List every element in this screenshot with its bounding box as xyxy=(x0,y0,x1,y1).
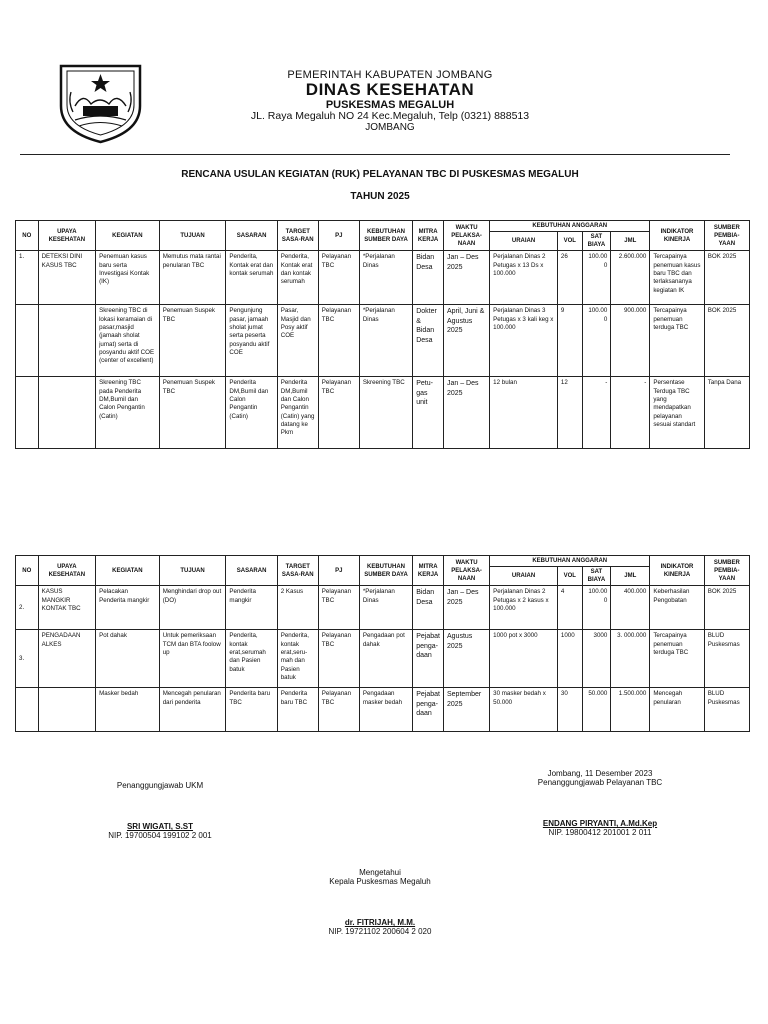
cell-jml: 1.500.000 xyxy=(611,688,650,732)
cell-pj: Pelayanan TBC xyxy=(318,377,359,449)
cell-no: 1. xyxy=(16,251,39,305)
cell-mitra: Bidan Desa xyxy=(413,586,444,630)
col-indikator: INDIKATOR KINERJA xyxy=(650,221,704,251)
header-city: JOMBANG xyxy=(365,122,415,133)
table-row xyxy=(16,630,750,688)
cell-sumber-daya: *Perjalanan Dinas xyxy=(359,251,412,305)
signature-center-role: Kepala Puskesmas Megaluh xyxy=(329,877,431,886)
cell-target: Penderita DM,Bumil dan Calon Pengantin (Catin) yang datang ke Pkm xyxy=(277,377,318,449)
cell-vol: 12 xyxy=(557,377,582,449)
cell-uraian: 1000 pot x 3000 xyxy=(490,630,558,688)
cell-kegiatan: Skreening TBC di lokasi keramaian di pasar,masjid (jamaah sholat jumat) serta di posyandu aktif COE (center of excellent) xyxy=(96,305,160,377)
signature-left-nip: NIP. 19700504 199102 2 001 xyxy=(108,831,212,840)
col-upaya: UPAYA KESEHATAN xyxy=(38,221,95,251)
cell-sasaran: Penderita baru TBC xyxy=(226,688,277,732)
cell-waktu: April, Juni & Agustus 2025 xyxy=(443,305,489,377)
cell-pj: Pelayanan TBC xyxy=(318,688,359,732)
col-target: TARGET SASA-RAN xyxy=(277,556,318,586)
cell-mitra: Pejabat penga-daan xyxy=(413,630,444,688)
cell-indikator: Persentase Terduga TBC yang mendapatkan pelayanan sesuai standart xyxy=(650,377,704,449)
signature-center-name: dr. FITRIJAH, M.M. xyxy=(344,918,416,927)
table-row xyxy=(16,305,750,377)
cell-sasaran: Pengunjung pasar, jamaah sholat jumat serta peserta posyandu aktif COE xyxy=(226,305,277,377)
col-vol: VOL xyxy=(557,232,582,251)
col-kegiatan: KEGIATAN xyxy=(96,556,160,586)
cell-waktu: Jan – Des 2025 xyxy=(443,377,489,449)
cell-no xyxy=(16,377,39,449)
cell-target: Penderita baru TBC xyxy=(277,688,318,732)
col-uraian: URAIAN xyxy=(490,232,558,251)
cell-jml: 900.000 xyxy=(611,305,650,377)
table-row xyxy=(16,251,750,305)
cell-kegiatan: Pelacakan Penderita mangkir xyxy=(96,586,160,630)
cell-sumber-biaya: Tanpa Dana xyxy=(704,377,749,449)
col-sumber-biaya: SUMBER PEMBIA-YAAN xyxy=(704,221,749,251)
cell-target: Penderita, Kontak erat dan kontak serumah xyxy=(277,251,318,305)
cell-sumber-biaya: BOK 2025 xyxy=(704,586,749,630)
col-pj: PJ xyxy=(318,221,359,251)
col-waktu: WAKTU PELAKSA-NAAN xyxy=(443,221,489,251)
signature-left xyxy=(80,781,240,840)
cell-tujuan: Untuk pemeriksaan TCM dan BTA foolow up xyxy=(159,630,226,688)
col-sasaran: SASARAN xyxy=(226,221,277,251)
header-government: PEMERINTAH KABUPATEN JOMBANG xyxy=(287,69,493,81)
cell-kegiatan: Penemuan kasus baru serta Investigasi Kontak (IK) xyxy=(96,251,160,305)
signature-right-date: Jombang, 11 Desember 2023 xyxy=(547,769,653,778)
cell-mitra: Dokter & Bidan Desa xyxy=(413,305,444,377)
ruk-table-2 xyxy=(15,555,750,732)
table-row xyxy=(16,688,750,732)
header-puskesmas: PUSKESMAS MEGALUH xyxy=(325,99,455,111)
cell-pj: Pelayanan TBC xyxy=(318,305,359,377)
col-jml: JML xyxy=(611,567,650,586)
table-row xyxy=(16,586,750,630)
col-waktu: WAKTU PELAKSA-NAAN xyxy=(443,556,489,586)
cell-upaya: PENGADAAN ALKES xyxy=(38,630,95,688)
header-divider xyxy=(20,154,730,155)
cell-no: 2. xyxy=(16,586,39,630)
col-tujuan: TUJUAN xyxy=(159,556,226,586)
cell-tujuan: Penemuan Suspek TBC xyxy=(159,305,226,377)
signature-center xyxy=(290,868,470,936)
col-sat-biaya: SAT BIAYA xyxy=(582,567,611,586)
col-mitra: MITRA KERJA xyxy=(413,556,444,586)
cell-uraian: 30 masker bedah x 50.000 xyxy=(490,688,558,732)
document-title: RENCANA USULAN KEGIATAN (RUK) PELAYANAN TBC DI PUSKESMAS MEGALUH xyxy=(181,169,579,180)
cell-no xyxy=(16,688,39,732)
col-anggaran: KEBUTUHAN ANGGARAN xyxy=(490,221,650,232)
cell-kegiatan: Pot dahak xyxy=(96,630,160,688)
col-no: NO xyxy=(16,556,39,586)
col-tujuan: TUJUAN xyxy=(159,221,226,251)
signature-left-name: SRI WIGATI, S.ST xyxy=(126,822,194,831)
cell-tujuan: Menghindari drop out (DO) xyxy=(159,586,226,630)
signature-right-nip: NIP. 19800412 201001 2 011 xyxy=(548,828,652,837)
cell-sat-biaya: 3000 xyxy=(582,630,611,688)
cell-mitra: Petu-gas unit xyxy=(413,377,444,449)
cell-kegiatan: Masker bedah xyxy=(96,688,160,732)
signature-right xyxy=(505,769,695,837)
cell-sumber-daya: *Perjalanan Dinas xyxy=(359,305,412,377)
cell-sat-biaya: 50.000 xyxy=(582,688,611,732)
col-sumber-daya: KEBUTUHAN SUMBER DAYA xyxy=(359,221,412,251)
cell-sumber-biaya: BLUD Puskesmas xyxy=(704,630,749,688)
cell-jml: 400.000 xyxy=(611,586,650,630)
ruk-table-1 xyxy=(15,220,750,449)
signature-left-role: Penanggungjawab UKM xyxy=(116,781,204,790)
cell-vol: 30 xyxy=(557,688,582,732)
col-sumber-biaya: SUMBER PEMBIA-YAAN xyxy=(704,556,749,586)
col-jml: JML xyxy=(611,232,650,251)
cell-sat-biaya: - xyxy=(582,377,611,449)
cell-pj: Pelayanan TBC xyxy=(318,630,359,688)
cell-upaya xyxy=(38,688,95,732)
col-vol: VOL xyxy=(557,567,582,586)
cell-jml: 2.600.000 xyxy=(611,251,650,305)
col-no: NO xyxy=(16,221,39,251)
cell-upaya: DETEKSI DINI KASUS TBC xyxy=(38,251,95,305)
cell-waktu: Jan – Des 2025 xyxy=(443,586,489,630)
cell-target: Pasar, Masjid dan Posy aktif COE xyxy=(277,305,318,377)
cell-upaya xyxy=(38,305,95,377)
cell-sasaran: Penderita, Kontak erat dan kontak serumah xyxy=(226,251,277,305)
cell-indikator: Tercapainya penemuan kasus baru TBC dan terlaksananya kegiatan IK xyxy=(650,251,704,305)
cell-waktu: Jan – Des 2025 xyxy=(443,251,489,305)
cell-uraian: 12 bulan xyxy=(490,377,558,449)
cell-sasaran: Penderita mangkir xyxy=(226,586,277,630)
cell-sumber-daya: Skreening TBC xyxy=(359,377,412,449)
cell-sasaran: Penderita DM,Bumil dan Calon Pengantin (Catin) xyxy=(226,377,277,449)
cell-sumber-biaya: BLUD Puskesmas xyxy=(704,688,749,732)
cell-vol: 9 xyxy=(557,305,582,377)
cell-sumber-daya: Pengadaan pot dahak xyxy=(359,630,412,688)
cell-tujuan: Memutus mata rantai penularan TBC xyxy=(159,251,226,305)
cell-upaya xyxy=(38,377,95,449)
col-pj: PJ xyxy=(318,556,359,586)
cell-sumber-daya: Pengadaan masker bedah xyxy=(359,688,412,732)
cell-pj: Pelayanan TBC xyxy=(318,586,359,630)
col-uraian: URAIAN xyxy=(490,567,558,586)
cell-sat-biaya: 100.00 0 xyxy=(582,251,611,305)
cell-indikator: Tercapainya penemuan terduga TBC xyxy=(650,305,704,377)
cell-target: 2 Kasus xyxy=(277,586,318,630)
cell-vol: 1000 xyxy=(557,630,582,688)
cell-no: 3. xyxy=(16,630,39,688)
cell-mitra: Bidan Desa xyxy=(413,251,444,305)
cell-mitra: Pejabat penga-daan xyxy=(413,688,444,732)
cell-waktu: Agustus 2025 xyxy=(443,630,489,688)
cell-indikator: Keberhasilan Pengobatan xyxy=(650,586,704,630)
cell-sumber-daya: *Perjalanan Dinas xyxy=(359,586,412,630)
cell-indikator: Mencegah penularan xyxy=(650,688,704,732)
cell-no xyxy=(16,305,39,377)
cell-kegiatan: Skreening TBC pada Penderita DM,Bumil dan Calon Pengantin (Catin) xyxy=(96,377,160,449)
kabupaten-emblem-logo xyxy=(53,62,148,144)
cell-jml: - xyxy=(611,377,650,449)
cell-sasaran: Penderita, kontak erat,serumah dan Pasien batuk xyxy=(226,630,277,688)
cell-pj: Pelayanan TBC xyxy=(318,251,359,305)
cell-target: Penderita, kontak erat,seru-mah dan Pasien batuk xyxy=(277,630,318,688)
table-row xyxy=(16,377,750,449)
cell-waktu: September 2025 xyxy=(443,688,489,732)
cell-tujuan: Mencegah penularan dari penderita xyxy=(159,688,226,732)
col-kegiatan: KEGIATAN xyxy=(96,221,160,251)
col-target: TARGET SASA-RAN xyxy=(277,221,318,251)
cell-sat-biaya: 100.000 xyxy=(582,305,611,377)
cell-tujuan: Penemuan Suspek TBC xyxy=(159,377,226,449)
col-anggaran: KEBUTUHAN ANGGARAN xyxy=(490,556,650,567)
col-indikator: INDIKATOR KINERJA xyxy=(650,556,704,586)
cell-jml: 3. 000.000 xyxy=(611,630,650,688)
signature-right-name: ENDANG PIRYANTI, A.Md.Kep xyxy=(542,819,658,828)
document-year: TAHUN 2025 xyxy=(350,191,410,202)
cell-sat-biaya: 100.000 xyxy=(582,586,611,630)
col-sat-biaya: SAT BIAYA xyxy=(582,232,611,251)
cell-sumber-biaya: BOK 2025 xyxy=(704,305,749,377)
col-mitra: MITRA KERJA xyxy=(413,221,444,251)
cell-vol: 26 xyxy=(557,251,582,305)
cell-uraian: Perjalanan Dinas 2 Petugas x 13 Ds x 100.000 xyxy=(490,251,558,305)
cell-uraian: Perjalanan Dinas 3 Petugas x 3 kali keg x 100.000 xyxy=(490,305,558,377)
col-upaya: UPAYA KESEHATAN xyxy=(38,556,95,586)
signature-center-nip: NIP. 19721102 200604 2 020 xyxy=(328,927,432,936)
cell-vol: 4 xyxy=(557,586,582,630)
signature-right-role: Penanggungjawab Pelayanan TBC xyxy=(537,778,663,787)
cell-sumber-biaya: BOK 2025 xyxy=(704,251,749,305)
signature-center-label: Mengetahui xyxy=(359,868,401,877)
cell-uraian: Perjalanan Dinas 2 Petugas x 2 kasus x 100.000 xyxy=(490,586,558,630)
cell-indikator: Tercapainya penemuan terduga TBC xyxy=(650,630,704,688)
header-address: JL. Raya Megaluh NO 24 Kec.Megaluh, Telp (0321) 888513 xyxy=(250,110,530,122)
col-sasaran: SASARAN xyxy=(226,556,277,586)
cell-upaya: KASUS MANGKIR KONTAK TBC xyxy=(38,586,95,630)
header-department: DINAS KESEHATAN xyxy=(305,80,475,99)
col-sumber-daya: KEBUTUHAN SUMBER DAYA xyxy=(359,556,412,586)
